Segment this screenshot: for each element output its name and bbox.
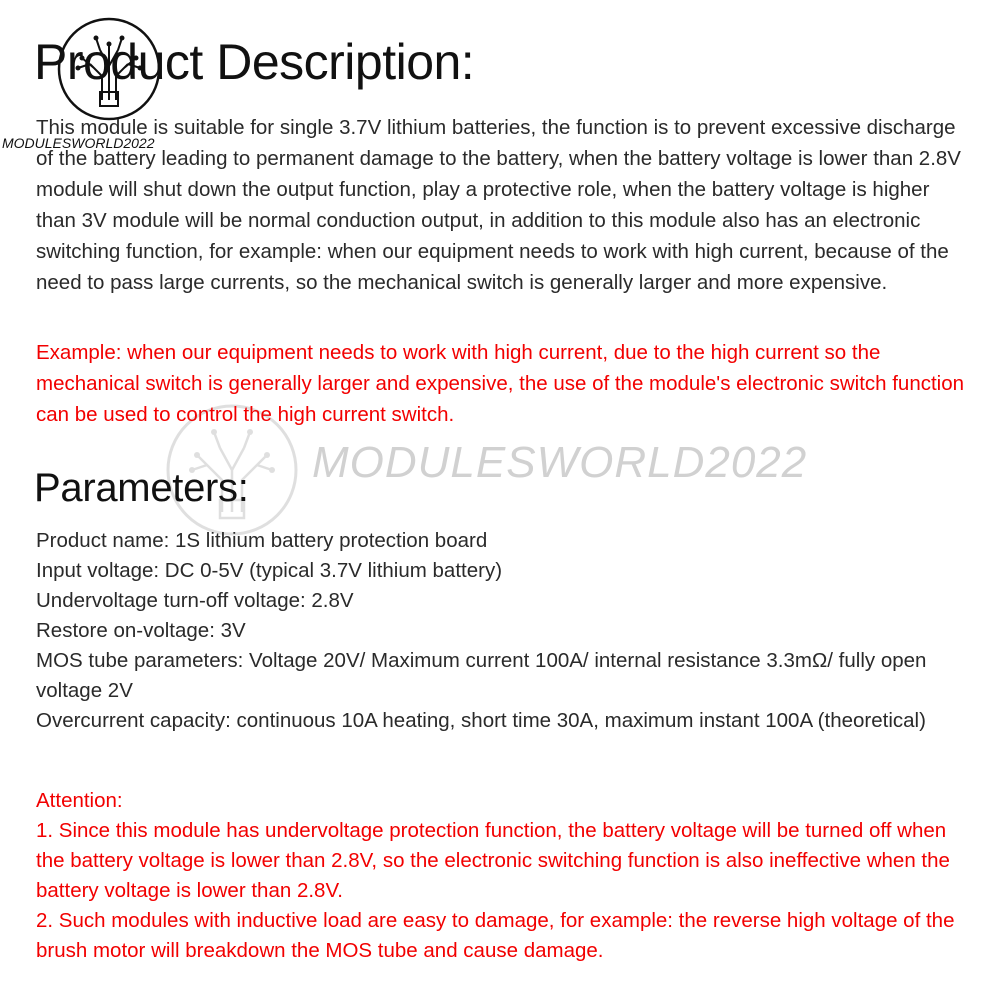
watermark-text: MODULESWORLD2022 bbox=[312, 438, 808, 487]
example-note: Example: when our equipment needs to work with high current, due to the high current so the mechanical switch is generally larger and expensive, the use of the module's electronic switch function can be used to control the high current switch. bbox=[36, 341, 965, 426]
parameters-list bbox=[36, 526, 971, 736]
parameter-item: MOS tube parameters: Voltage 20V/ Maximum current 100A/ internal resistance 3.3mΩ/ fully open voltage 2V bbox=[36, 649, 927, 702]
parameter-item: Product name: 1S lithium battery protection board bbox=[36, 529, 488, 552]
attention-item: 1. Since this module has undervoltage protection function, the battery voltage will be turned off when the battery voltage is lower than 2.8V, so the electronic switching function is also ineffective when the battery voltage is lower than 2.8V. bbox=[36, 819, 950, 902]
parameter-item: Restore on-voltage: 3V bbox=[36, 619, 246, 642]
parameter-item: Undervoltage turn-off voltage: 2.8V bbox=[36, 589, 354, 612]
brand-logo-text: MODULESWORLD2022 bbox=[2, 135, 155, 151]
attention-section bbox=[36, 786, 971, 966]
attention-label: Attention: bbox=[36, 789, 123, 812]
attention-item: 2. Such modules with inductive load are easy to damage, for example: the reverse high voltage of the brush motor will breakdown the MOS tube and cause damage. bbox=[36, 909, 955, 962]
parameter-item: Overcurrent capacity: continuous 10A heating, short time 30A, maximum instant 100A (theoretical) bbox=[36, 709, 926, 732]
parameters-title: Parameters: bbox=[34, 466, 249, 510]
product-description: This module is suitable for single 3.7V lithium batteries, the function is to prevent excessive discharge of the battery leading to permanent damage to the battery, when the battery voltage is lower than 2.8V module will shut down the output function, play a protective role, when the battery voltage is higher than 3V module will be normal conduction output, in addition to this module also has an electronic switching function, for example: when our equipment needs to work with high current, because of the need to pass large currents, so the mechanical switch is generally larger and more expensive. bbox=[36, 116, 961, 294]
parameter-item: Input voltage: DC 0-5V (typical 3.7V lithium battery) bbox=[36, 559, 503, 582]
page-title: Product Description: bbox=[34, 34, 475, 90]
